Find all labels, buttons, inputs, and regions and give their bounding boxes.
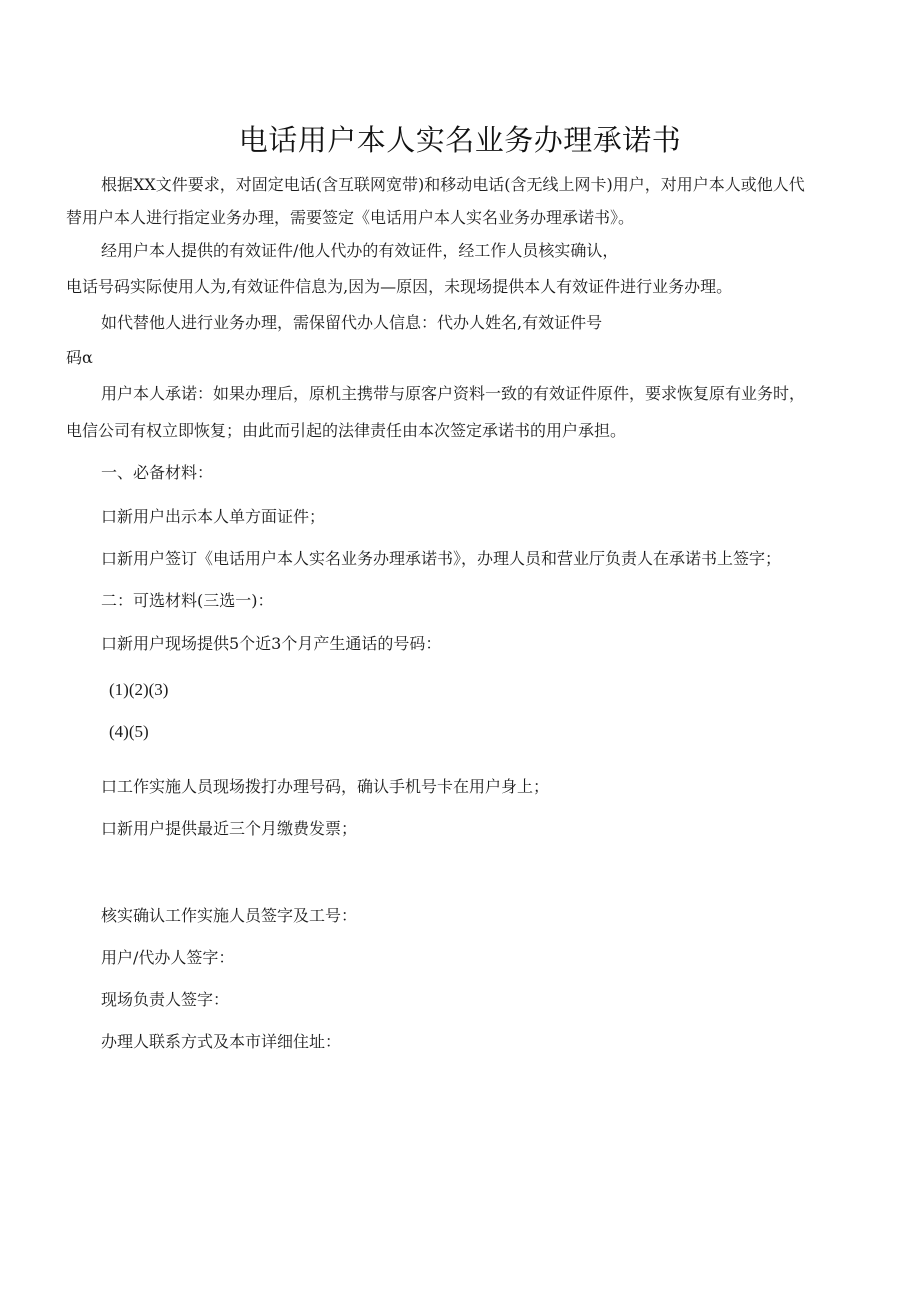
optional-item-3: 口新用户提供最近三个月缴费发票；: [101, 819, 358, 838]
required-item-1: 口新用户出示本人单方面证件；: [101, 507, 326, 526]
phone-numbers-row-2: (4)(5): [109, 722, 149, 741]
intro-line-2: 替用户本人进行指定业务办理，需要签定《电话用户本人实名业务办理承诺书》。: [66, 208, 635, 227]
promise-line-2: 电信公司有权立即恢复；由此而引起的法律责任由本次签定承诺书的用户承担。: [66, 421, 627, 440]
verify-line-2: 电话号码实际使用人为,有效证件信息为,因为—原因，未现场提供本人有效证件进行业务办理。: [66, 277, 733, 296]
staff-signature-label: 核实确认工作实施人员签字及工号：: [101, 906, 358, 925]
required-heading: 一、必备材料：: [101, 463, 214, 482]
contact-address-label: 办理人联系方式及本市详细住址：: [101, 1032, 342, 1051]
promise-line-1: 用户本人承诺：如果办理后，原机主携带与原客户资料一致的有效证件原件，要求恢复原有业务时，: [101, 384, 806, 403]
manager-signature-label: 现场负责人签字：: [101, 990, 230, 1009]
document-title: 电话用户本人实名业务办理承诺书: [238, 123, 682, 157]
phone-numbers-row-1: (1)(2)(3): [109, 680, 169, 699]
optional-item-2: 口工作实施人员现场拨打办理号码，确认手机号卡在用户身上；: [101, 777, 550, 796]
intro-line-1: 根据XX文件要求，对固定电话(含互联网宽带)和移动电话(含无线上网卡)用户，对用户本人或他人代: [101, 175, 805, 194]
optional-item-1: 口新用户现场提供5个近3个月产生通话的号码：: [101, 634, 442, 653]
proxy-line-2: 码α: [66, 348, 93, 367]
required-item-2: 口新用户签订《电话用户本人实名业务办理承诺书》，办理人员和营业厅负责人在承诺书上签字；: [101, 549, 782, 568]
optional-heading: 二：可选材料(三选一)：: [101, 591, 274, 610]
proxy-line-1: 如代替他人进行业务办理，需保留代办人信息：代办人姓名,有效证件号: [101, 313, 603, 332]
user-signature-label: 用户/代办人签字：: [101, 948, 235, 967]
verify-line-1: 经用户本人提供的有效证件/他人代办的有效证件，经工作人员核实确认，: [101, 241, 619, 260]
